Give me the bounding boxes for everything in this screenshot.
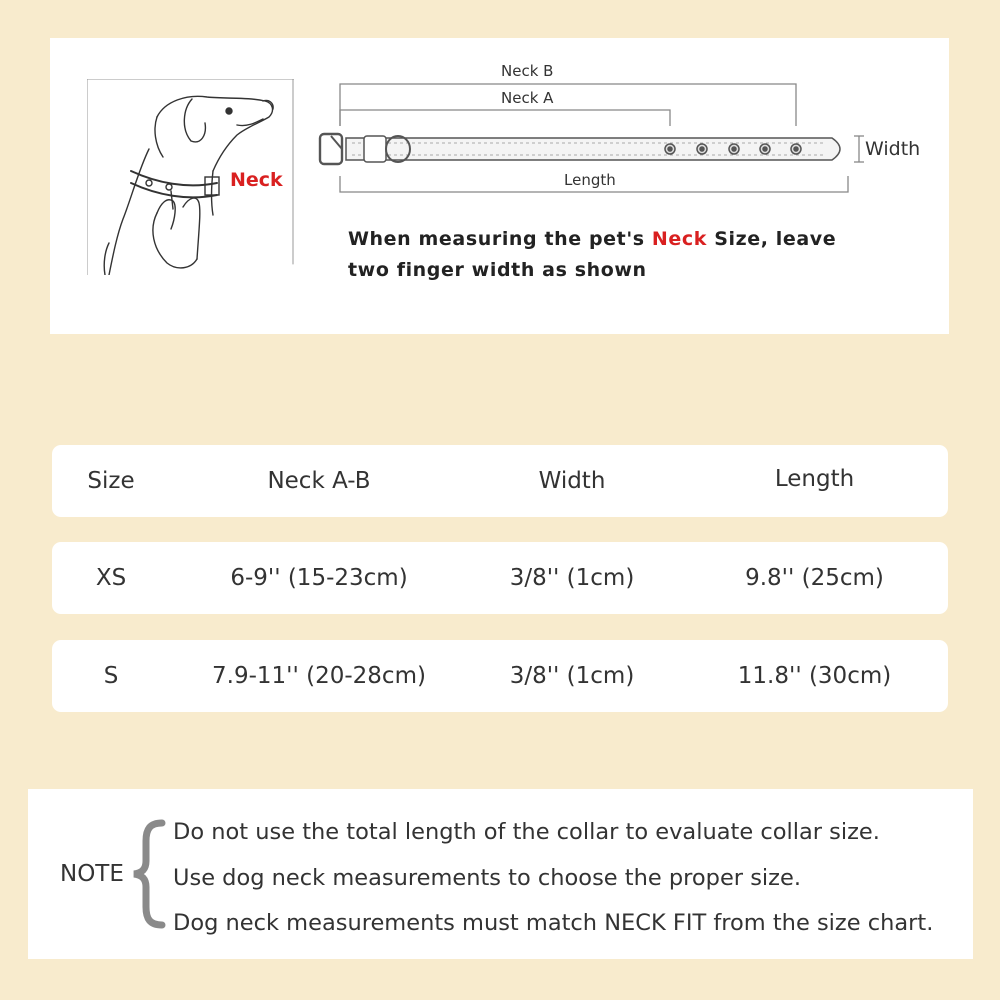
note-line: Do not use the total length of the collar to evaluate collar size. [173, 819, 880, 845]
note-label: NOTE [60, 861, 124, 887]
collar-icon [312, 58, 932, 228]
neck-b-label: Neck B [501, 62, 554, 80]
size-table-header [52, 445, 948, 517]
row-length: 11.8'' (30cm) [737, 663, 892, 689]
row-length: 9.8'' (25cm) [745, 565, 884, 591]
neck-callout-label: Neck [230, 169, 283, 191]
header-neck: Neck A-B [267, 468, 371, 494]
measurement-diagram-panel [50, 38, 949, 334]
note-panel [28, 789, 973, 959]
row-width: 3/8'' (1cm) [509, 565, 635, 591]
table-row [52, 542, 948, 614]
collar-diagram [312, 58, 932, 228]
note-line: Dog neck measurements must match NECK FIT from the size chart. [173, 910, 934, 936]
row-size: S [103, 663, 119, 689]
width-label: Width [865, 138, 921, 160]
length-label: Length [564, 171, 616, 189]
row-neck: 7.9-11'' (20-28cm) [212, 663, 426, 689]
row-neck: 6-9'' (15-23cm) [230, 565, 408, 591]
header-length: Length [774, 466, 855, 492]
curly-brace-icon [128, 819, 168, 929]
row-width: 3/8'' (1cm) [509, 663, 635, 689]
note-line: Use dog neck measurements to choose the proper size. [173, 865, 801, 891]
row-size: XS [95, 565, 127, 591]
instruction-highlight: Neck [651, 228, 707, 250]
header-width: Width [538, 468, 606, 494]
table-row [52, 640, 948, 712]
measuring-instruction [348, 224, 908, 286]
instruction-text-end: Size, leave [707, 228, 837, 250]
header-size: Size [87, 468, 135, 494]
neck-a-label: Neck A [501, 89, 554, 107]
instruction-line-2: two finger width as shown [348, 259, 647, 281]
instruction-text: When measuring the pet's [348, 228, 652, 250]
